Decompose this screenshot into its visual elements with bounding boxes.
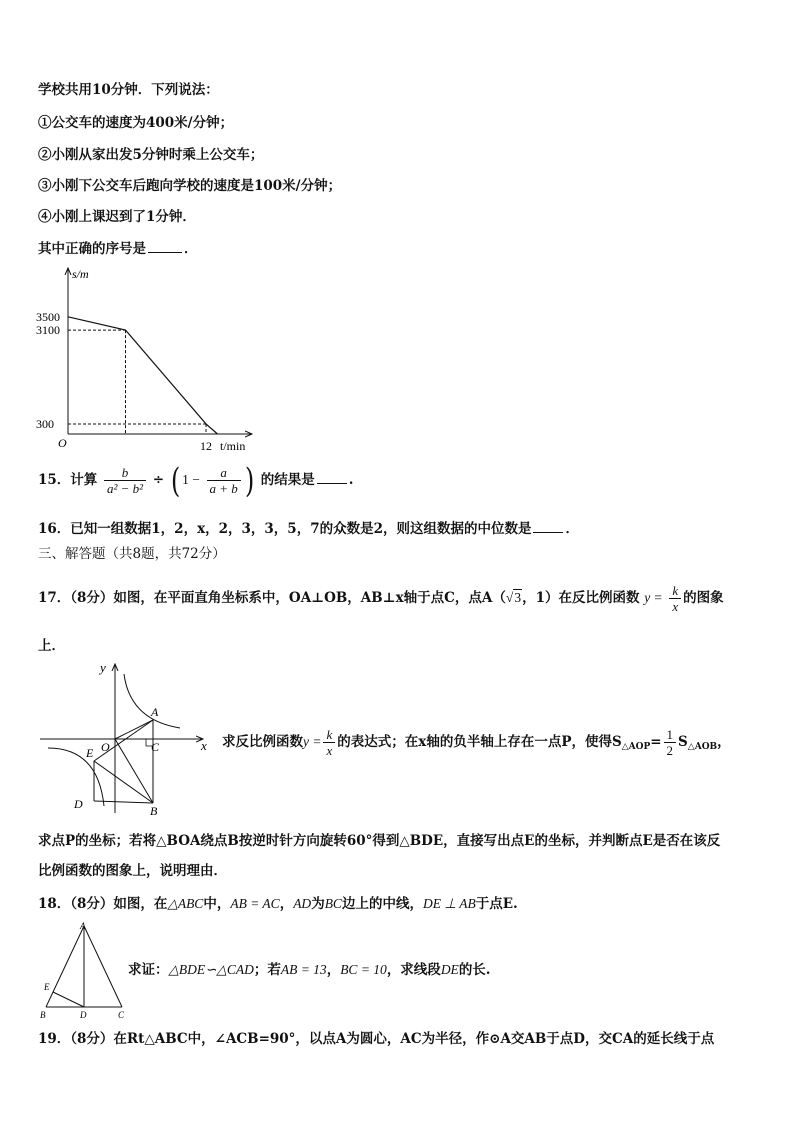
q14-option-1: ①公交车的速度为400米/分钟； <box>38 115 234 131</box>
q17-line-2: 上． <box>38 638 65 654</box>
q15: 15．计算 $\frac{b}{\text{a² − b²}}$ ÷ ( 1 − $\frac{a}{a + b}$ ) 的结果是 . <box>38 460 354 501</box>
y-tick-label: 300 <box>36 416 54 431</box>
label-D: D <box>80 1010 87 1020</box>
side-AC <box>84 926 122 1007</box>
x-tick-label: 12 <box>200 439 212 452</box>
segment-DB <box>94 801 153 803</box>
distance-time-chart <box>30 262 270 452</box>
label-D: D <box>74 797 83 811</box>
segment-OB <box>115 739 153 803</box>
fraction-k-over-x: $\frac{k}{x}$ <box>323 727 335 758</box>
answer-blank <box>533 520 563 533</box>
answer-blank <box>148 240 182 253</box>
left-paren: ( <box>170 460 181 501</box>
origin-label: O <box>58 436 67 450</box>
q14-option-4: ④小刚上课迟到了1分钟． <box>38 209 196 225</box>
label-B: B <box>40 1010 46 1020</box>
label-A: A <box>151 705 159 719</box>
x-axis-label: t/min <box>220 439 246 452</box>
label-E: E <box>86 746 94 760</box>
q14-intro: 学校共用10分钟．下列说法： <box>38 82 219 98</box>
y-axis-label: s/m <box>72 267 89 281</box>
q17-line-3: 求点P的坐标；若将△BOA绕点B按逆时针方向旋转60°得到△BDE，直接写出点E的坐标，并判断点E是否在该反 <box>38 833 721 849</box>
sqrt-3: √3 <box>505 590 522 605</box>
label-y: y <box>100 660 106 675</box>
label-x: x <box>201 738 207 753</box>
segment-DE <box>53 992 84 1007</box>
label-B: B <box>150 804 158 818</box>
fraction-a-over-a-plus-b: $\frac{a}{a + b}$ <box>207 465 241 496</box>
answer-blank <box>317 471 347 484</box>
fraction-k-over-x: $\frac{k}{x}$ <box>669 583 681 614</box>
segment-OA <box>115 720 153 739</box>
triangle-figure <box>38 920 138 1020</box>
y-tick-label: 3500 <box>36 309 60 324</box>
coordinate-figure <box>38 658 218 818</box>
label-A: A <box>80 921 86 931</box>
q18-proof-text: 求证：△BDE∽△CAD；若AB = 13，BC = 10，求线段DE的长. <box>128 962 491 978</box>
q17-side-text: 求反比例函数y = $\frac{k}{x}$ 的表达式；在x轴的负半轴上存在一点P，使得$S_{\triangle AOP}=$ $\frac{1}{2}$ $S_{\triangle AOB}$， <box>222 727 731 758</box>
right-paren: ) <box>244 460 255 501</box>
q14-question: 其中正确的序号是 ． <box>38 241 198 257</box>
series-line <box>68 317 218 434</box>
label-C: C <box>118 1010 125 1020</box>
label-C: C <box>151 740 160 754</box>
fraction-one-half: $\frac{1}{2}$ <box>664 727 677 758</box>
label-E: E <box>44 982 50 992</box>
q18-line-1: 18．（8分）如图，在△ABC中，AB = AC，AD为BC边上的中线，DE ⊥ AB于点E. <box>38 896 518 912</box>
q16: 16．已知一组数据1，2，x，2，3，3，5，7的众数是2，则这组数据的中位数是 ． <box>38 521 579 537</box>
q19: 19．（8分）在Rt△ABC中，∠ACB=90°，以点A为圆心，AC为半径，作⊙A交AB于点D，交CA的延长线于点 <box>38 1031 715 1047</box>
label-O: O <box>101 740 110 754</box>
q14-option-3: ③小刚下公交车后跑向学校的速度是100米/分钟； <box>38 178 342 194</box>
fraction-b-over-a2-b2: $\frac{b}{\text{a² − b²}}$ <box>104 465 146 496</box>
section-title: 三、解答题（共8题，共72分） <box>38 546 226 562</box>
y-tick-label: 3100 <box>36 323 60 338</box>
q17-line-4: 比例函数的图象上，说明理由． <box>38 863 227 879</box>
hyperbola-branch-1 <box>124 674 180 728</box>
q14-option-2: ②小刚从家出发5分钟时乘上公交车； <box>38 147 264 163</box>
q17-line-1: 17．（8分）如图，在平面直角坐标系中，OA⊥OB，AB⊥x轴于点C，点A（√3，1）在反比例函数 y = $\frac{k}{x}$ 的图象 <box>38 583 724 614</box>
side-AB <box>46 926 84 1007</box>
